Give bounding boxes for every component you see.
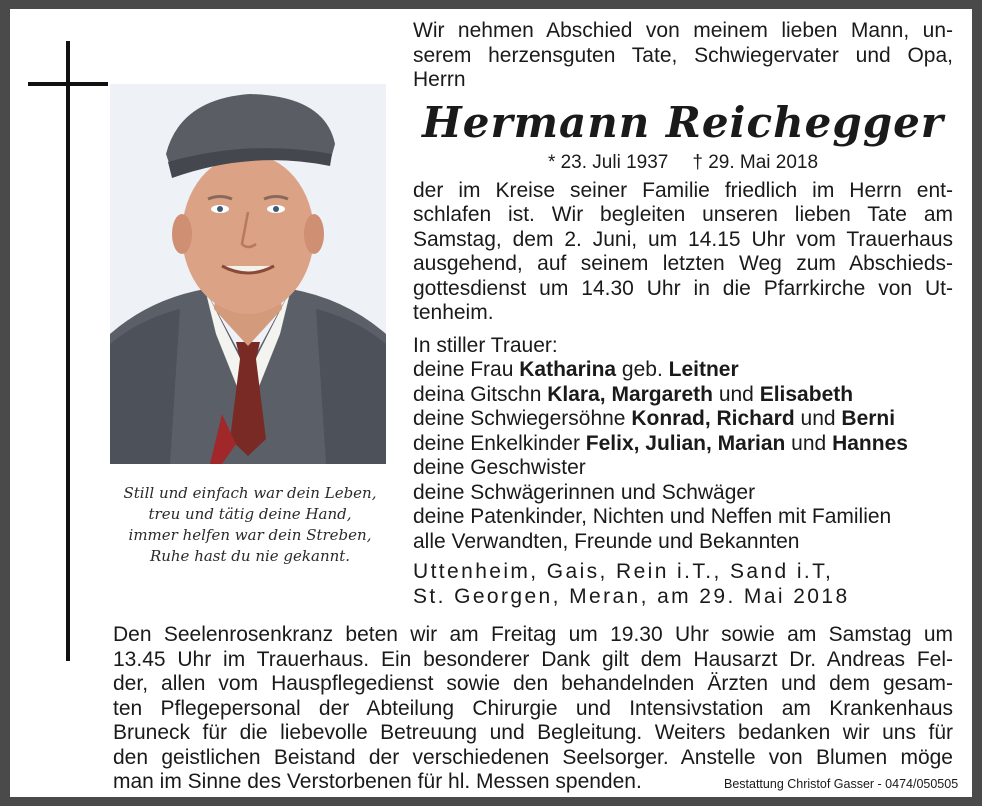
place-line: Uttenheim, Gais, Rein i.T., Sand i.T, — [413, 560, 834, 583]
closing-paragraph — [113, 623, 953, 795]
mourner-wife: deine Frau Katharina geb. Leitner — [413, 358, 739, 381]
body-line: schlafen ist. Wir begleiten unseren lieben Tate am — [413, 203, 953, 226]
death-date: † 29. Mai 2018 — [692, 151, 819, 173]
mourner-children: deina Gitschn Klara, Margareth und Elisabeth — [413, 382, 854, 406]
closing-line: den geistlichen Beistand der verschiedenen Seelsorger. Anstelle von Blumen möge — [113, 745, 953, 769]
mourner-siblings: deine Geschwister — [413, 456, 586, 479]
life-dates — [413, 151, 953, 175]
verse-line: Ruhe hast du nie gekannt. — [149, 547, 351, 565]
verse-line: treu und tätig deine Hand, — [148, 505, 352, 523]
obituary-notice — [10, 9, 972, 797]
intro-line: Wir nehmen Abschied von meinem lieben Mann, un- — [413, 19, 953, 42]
cross-icon-horizontal — [28, 82, 108, 86]
closing-line: ten Pflegepersonal der Abteilung Chirurgie und Intensivstation am Krankenhaus — [113, 696, 953, 720]
mourner-in-laws: deine Schwägerinnen und Schwäger — [413, 480, 756, 504]
mourner-godchildren: deine Patenkinder, Nichten und Neffen mit Familien — [413, 505, 892, 528]
memorial-verse — [100, 483, 400, 567]
verse-line: immer helfen war dein Streben, — [128, 526, 372, 544]
body-line: tenheim. — [413, 301, 494, 324]
cross-icon-vertical — [66, 41, 70, 661]
funeral-home-credit: Bestattung Christof Gasser - 0474/050505 — [724, 777, 959, 791]
portrait-photo — [110, 84, 386, 464]
closing-line: Den Seelenrosenkranz beten wir am Freitag um 19.30 Uhr sowie am Samstag um — [113, 623, 953, 646]
intro-line: Herrn — [413, 68, 466, 91]
mourners-heading: In stiller Trauer: — [413, 333, 558, 357]
place-line: St. Georgen, Meran, am 29. Mai 2018 — [413, 584, 850, 608]
body-line: der im Kreise seiner Familie friedlich im Herrn ent- — [413, 178, 953, 202]
birth-date: * 23. Juli 1937 — [547, 151, 669, 173]
intro-line: serem herzensguten Tate, Schwiegervater und Opa, — [413, 43, 953, 67]
mourner-grandchildren: deine Enkelkinder Felix, Julian, Marian und Hannes — [413, 431, 908, 455]
mourner-relatives: alle Verwandten, Freunde und Bekannten — [413, 529, 800, 553]
verse-line: Still und einfach war dein Leben, — [123, 484, 377, 502]
closing-line: der, allen vom Hauspflegedienst sowie den behandelnden Ärzten und dem gesam- — [113, 672, 953, 695]
mourner-sons-in-law: deine Schwiegersöhne Konrad, Richard und Berni — [413, 407, 896, 430]
body-line: gottesdienst um 14.30 Uhr in die Pfarrkirche von Ut- — [413, 276, 953, 300]
closing-line: 13.45 Uhr im Trauerhaus. Ein besonderer Dank gilt dem Hausarzt Dr. Andreas Fel- — [113, 647, 953, 671]
body-line: ausgehend, auf seinem letzten Weg zum Abschieds- — [413, 252, 953, 275]
closing-line: man im Sinne des Verstorbenen für hl. Messen spenden. — [113, 770, 642, 793]
body-line: Samstag, dem 2. Juni, um 14.15 Uhr vom Trauerhaus — [413, 227, 953, 251]
closing-line: Bruneck für die liebevolle Betreuung und Begleitung. Weiters bedanken wir uns für — [113, 721, 953, 744]
announcement-text — [413, 19, 953, 609]
deceased-name: Hermann Reichegger — [422, 97, 944, 147]
